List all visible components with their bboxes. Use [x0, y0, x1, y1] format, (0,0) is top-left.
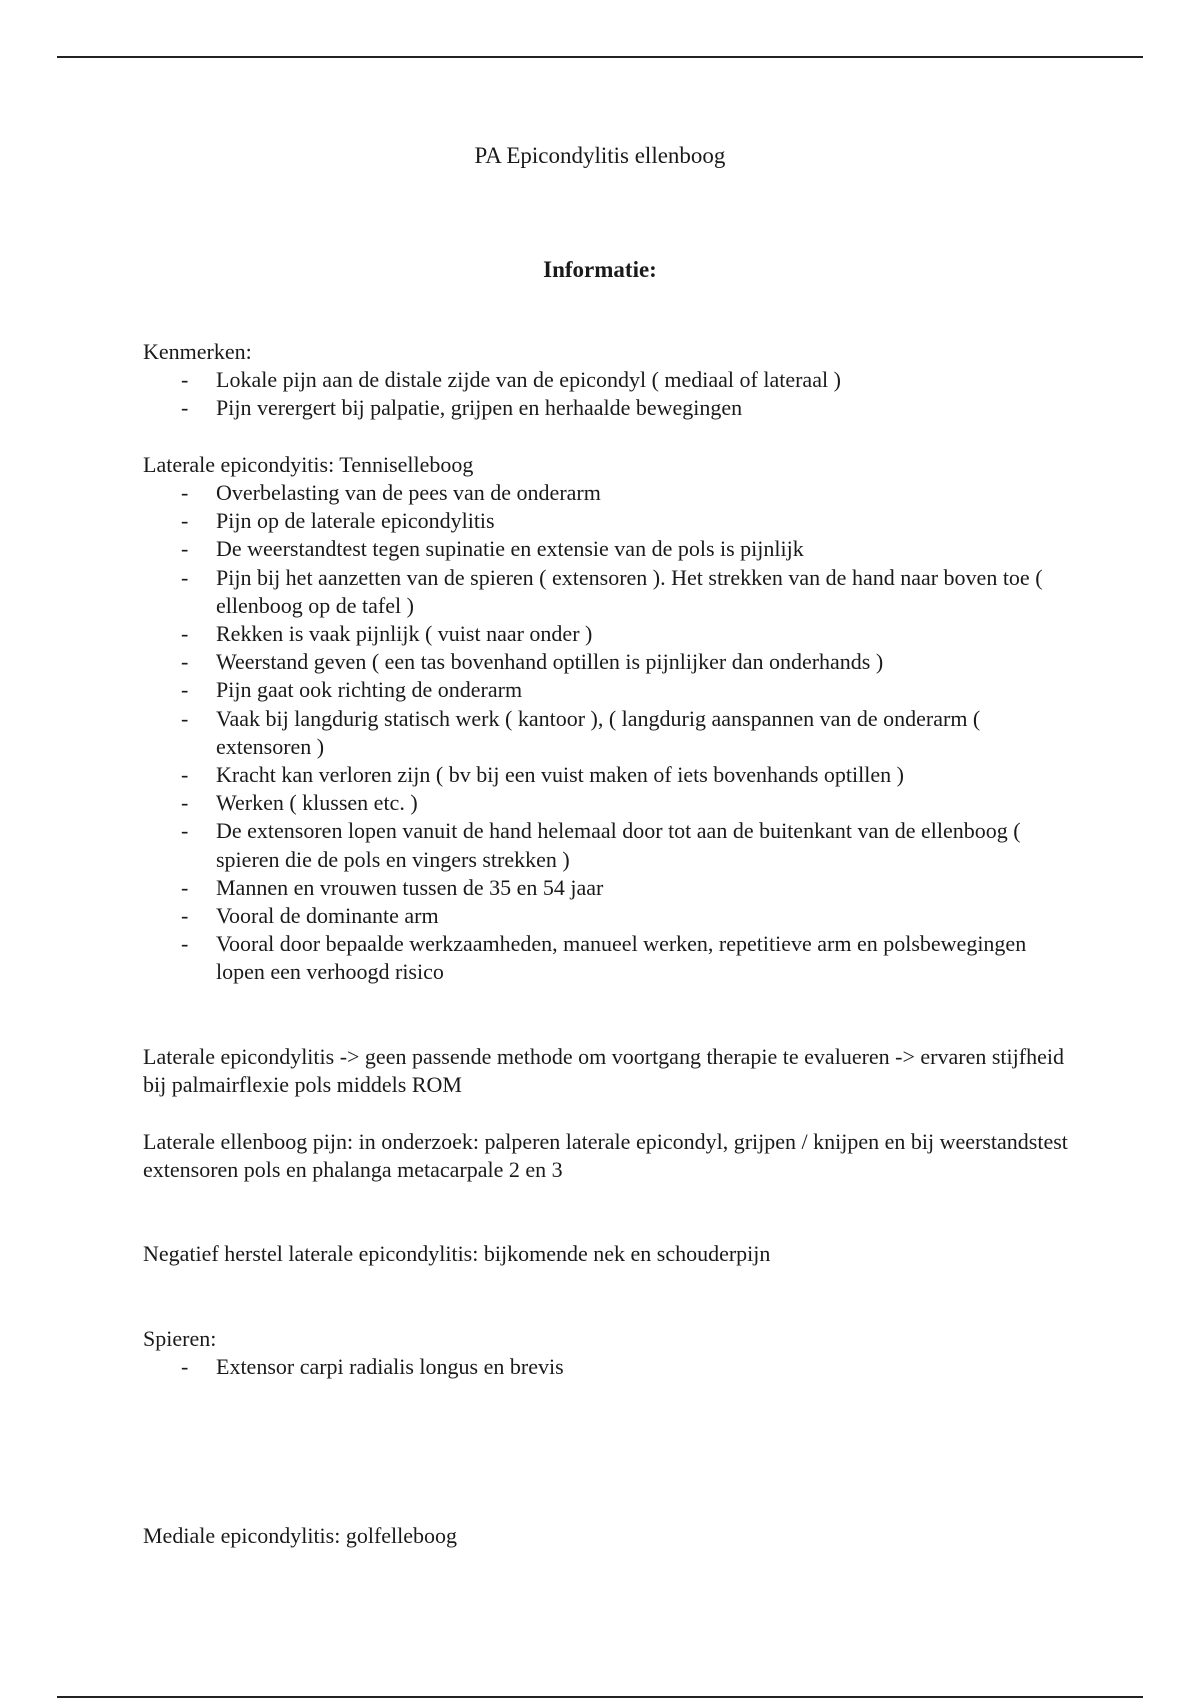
- spieren-list: [143, 1353, 1073, 1381]
- list-item: - Overbelasting van de pees van de onderarm: [143, 479, 1073, 507]
- bullet-dash: -: [181, 649, 189, 675]
- spieren-label: Spieren:: [143, 1326, 217, 1352]
- kenmerken-list: [143, 366, 1073, 422]
- bullet-dash: -: [181, 621, 189, 647]
- list-item: - De extensoren lopen vanuit de hand helemaal door tot aan de buitenkant van de ellenboog ( spieren die de pols en vingers strekken ): [181, 818, 1021, 872]
- bullet-dash: -: [181, 818, 189, 844]
- bullet-dash: -: [181, 367, 189, 393]
- list-item: - Rekken is vaak pijnlijk ( vuist naar onder ): [143, 620, 1073, 648]
- mediale-label: Mediale epicondylitis: golfelleboog: [143, 1523, 458, 1549]
- list-item: - Pijn op de laterale epicondylitis: [143, 507, 1073, 535]
- bullet-dash: -: [181, 536, 189, 562]
- list-item: - Pijn bij het aanzetten van de spieren ( extensoren ). Het strekken van de hand naar boven toe ( ellenboog op de tafel ): [181, 564, 1043, 618]
- bullet-dash: -: [181, 705, 189, 731]
- list-item: - Extensor carpi radialis longus en brevis: [143, 1353, 1073, 1381]
- page-title: PA Epicondylitis ellenboog: [474, 143, 726, 168]
- bullet-dash: -: [181, 1354, 189, 1380]
- bullet-dash: -: [181, 480, 189, 505]
- bullet-dash: -: [181, 508, 189, 534]
- bullet-dash: -: [181, 677, 189, 703]
- list-item: - Vaak bij langdurig statisch werk ( kantoor ), ( langdurig aanspannen van de onderarm ( extensoren ): [181, 705, 981, 759]
- paragraph-herstel: Negatief herstel laterale epicondylitis: bijkomende nek en schouderpijn: [143, 1241, 771, 1267]
- bullet-dash: -: [181, 903, 189, 929]
- bullet-dash: -: [181, 931, 189, 957]
- list-item: - Werken ( klussen etc. ): [143, 789, 1073, 817]
- list-item: - Pijn verergert bij palpatie, grijpen en herhaalde bewegingen: [143, 394, 1073, 422]
- bullet-dash: -: [181, 790, 189, 816]
- paragraph-onderzoek: Laterale ellenboog pijn: in onderzoek: palperen laterale epicondyl, grijpen / knijpen en bij weerstandstest extensoren pols en phalanga metacarpale 2 en 3: [143, 1128, 1068, 1182]
- section-heading-informatie: Informatie:: [543, 257, 657, 282]
- list-item: - De weerstandtest tegen supinatie en extensie van de pols is pijnlijk: [143, 535, 1073, 563]
- bullet-dash: -: [181, 762, 189, 788]
- kenmerken-label: Kenmerken:: [143, 339, 252, 364]
- bottom-page-rule: [57, 1696, 1143, 1698]
- bullet-dash: -: [181, 564, 189, 590]
- list-item: - Vooral door bepaalde werkzaamheden, manueel werken, repetitieve arm en polsbewegingen lopen een verhoogd risico: [181, 931, 1027, 985]
- bullet-dash: -: [181, 874, 189, 900]
- laterale-label: Laterale epicondyitis: Tenniselleboog: [143, 451, 474, 477]
- list-item: - Weerstand geven ( een tas bovenhand optillen is pijnlijker dan onderhands ): [143, 648, 1073, 676]
- list-item: - Lokale pijn aan de distale zijde van de epicondyl ( mediaal of lateraal ): [143, 366, 1073, 394]
- list-item: - Pijn gaat ook richting de onderarm: [143, 676, 1073, 704]
- paragraph-rom: Laterale epicondylitis -> geen passende methode om voortgang therapie te evalueren -> ervaren stijfheid bij palmairflexie pols middels ROM: [143, 1044, 1064, 1098]
- bullet-dash: -: [181, 395, 189, 421]
- list-item: - Kracht kan verloren zijn ( bv bij een vuist maken of iets bovenhands optillen ): [143, 761, 1073, 789]
- document-body: [143, 338, 1073, 1551]
- list-item: - Vooral de dominante arm: [143, 902, 1073, 930]
- top-page-rule: [57, 56, 1143, 58]
- laterale-list: [143, 479, 1073, 987]
- list-item: - Mannen en vrouwen tussen de 35 en 54 jaar: [143, 874, 1073, 902]
